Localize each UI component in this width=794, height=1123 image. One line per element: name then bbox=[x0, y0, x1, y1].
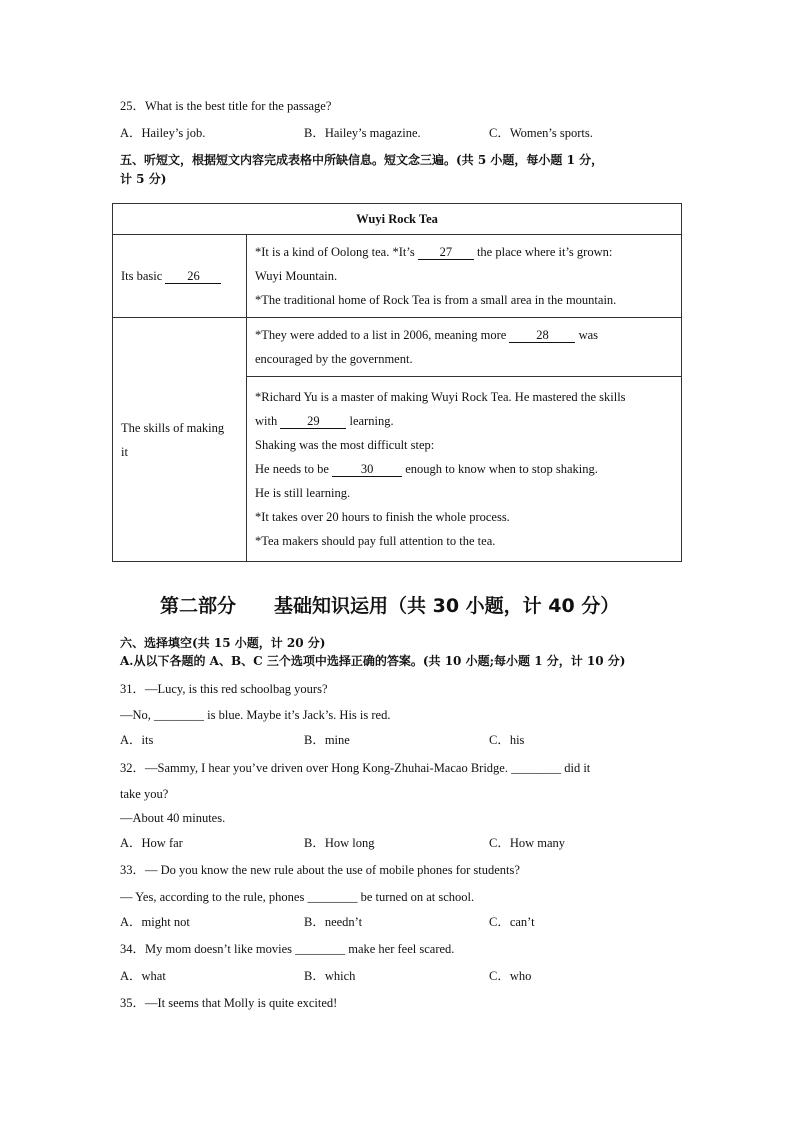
row2-cellB-line4 bbox=[255, 457, 673, 481]
q32-line1: 32．—Sammy, I hear you’ve driven over Hong Kong-Zhuhai-Macao Bridge. ________ did it bbox=[120, 761, 591, 775]
part2-title: 第二部分 基础知识运用（共 30 小题，计 40 分） bbox=[160, 595, 620, 617]
section6-subheading: A.从以下各题的 A、B、C 三个选项中选择正确的答案。(共 10 小题;每小题 1 分，计 10 分) bbox=[120, 654, 626, 668]
blank-28: 28 bbox=[509, 328, 575, 343]
q33-option-b: B．needn’t bbox=[304, 915, 363, 929]
section6-heading: 六、选择填空(共 15 小题，计 20 分) bbox=[120, 636, 326, 650]
row2-cellA-line2: encouraged by the government. bbox=[255, 352, 413, 366]
q33-option-c: C．can’t bbox=[489, 915, 535, 929]
q34-line1: 34．My mom doesn’t like movies ________ make her feel scared. bbox=[120, 942, 455, 956]
row1-label bbox=[113, 235, 247, 318]
q32-option-c: C．How many bbox=[489, 836, 566, 850]
blank-27: 27 bbox=[418, 245, 474, 260]
q25-option-c: C．Women’s sports. bbox=[489, 126, 593, 140]
row2-cellB-line1: *Richard Yu is a master of making Wuyi Rock Tea. He mastered the skills bbox=[255, 390, 626, 404]
row2-cellB-line6: *It takes over 20 hours to finish the whole process. bbox=[255, 510, 510, 524]
row2-cellB-line2-pre: with bbox=[255, 414, 281, 428]
q31-line2: —No, ________ is blue. Maybe it’s Jack’s. His is red. bbox=[120, 708, 391, 722]
row1-line2: Wuyi Mountain. bbox=[255, 269, 338, 283]
row2-cellB-line2-post: learning. bbox=[346, 414, 394, 428]
q32-line2: take you? bbox=[120, 787, 169, 801]
blank-26: 26 bbox=[165, 269, 221, 284]
row2-label bbox=[113, 318, 247, 562]
q34-option-c: C．who bbox=[489, 969, 532, 983]
table-title: Wuyi Rock Tea bbox=[113, 204, 682, 235]
q31-option-c: C．his bbox=[489, 733, 525, 747]
wuyi-rock-tea-table bbox=[112, 203, 682, 562]
q31-option-b: B．mine bbox=[304, 733, 350, 747]
row2-cellA-line1 bbox=[255, 323, 673, 347]
row2-cellB-line2 bbox=[255, 409, 673, 433]
section5-heading-line2: 计 5 分) bbox=[120, 172, 167, 186]
row2-cellA bbox=[247, 318, 682, 377]
row2-label-line2: it bbox=[121, 444, 128, 459]
section5-heading-line1: 五、听短文，根据短文内容完成表格中所缺信息。短文念三遍。(共 5 小题，每小题 1 分， bbox=[120, 153, 604, 167]
q33-line1: 33．— Do you know the new rule about the use of mobile phones for students? bbox=[120, 863, 520, 877]
blank-29: 29 bbox=[280, 414, 346, 429]
row2-cellB-line7: *Tea makers should pay full attention to the tea. bbox=[255, 534, 496, 548]
row1-line1 bbox=[255, 240, 673, 264]
row2-cellB-line4-pre: He needs to be bbox=[255, 462, 333, 476]
row1-content bbox=[247, 235, 682, 318]
q25-option-b: B．Hailey’s magazine. bbox=[304, 126, 421, 140]
row1-line3: *The traditional home of Rock Tea is from a small area in the mountain. bbox=[255, 293, 617, 307]
q35-line1: 35．—It seems that Molly is quite excited! bbox=[120, 996, 338, 1010]
q25-stem: 25．What is the best title for the passage? bbox=[120, 99, 332, 113]
q25-option-a: A．Hailey’s job. bbox=[120, 126, 206, 140]
q32-option-a: A．How far bbox=[120, 836, 183, 850]
q34-option-b: B．which bbox=[304, 969, 356, 983]
q34-option-a: A．what bbox=[120, 969, 166, 983]
q32-line3: —About 40 minutes. bbox=[120, 811, 226, 825]
q33-line2: — Yes, according to the rule, phones ________ be turned on at school. bbox=[120, 890, 475, 904]
row2-cellA-line1-post: was bbox=[575, 328, 599, 342]
row2-cellA-line1-pre: *They were added to a list in 2006, meaning more bbox=[255, 328, 510, 342]
q31-line1: 31．—Lucy, is this red schoolbag yours? bbox=[120, 682, 328, 696]
q31-option-a: A．its bbox=[120, 733, 154, 747]
row2-cellB-line5: He is still learning. bbox=[255, 486, 351, 500]
row2-cellB bbox=[247, 377, 682, 562]
row1-line1-post: the place where it’s grown: bbox=[473, 245, 613, 259]
row2-cellB-line4-post: enough to know when to stop shaking. bbox=[402, 462, 598, 476]
row2-label-line1: The skills of making bbox=[121, 420, 225, 435]
row1-line1-pre: *It is a kind of Oolong tea. *It’s bbox=[255, 245, 418, 259]
row1-label-text: Its basic bbox=[121, 269, 166, 283]
q32-option-b: B．How long bbox=[304, 836, 375, 850]
row2-cellB-line3: Shaking was the most difficult step: bbox=[255, 438, 435, 452]
blank-30: 30 bbox=[332, 462, 402, 477]
q33-option-a: A．might not bbox=[120, 915, 190, 929]
